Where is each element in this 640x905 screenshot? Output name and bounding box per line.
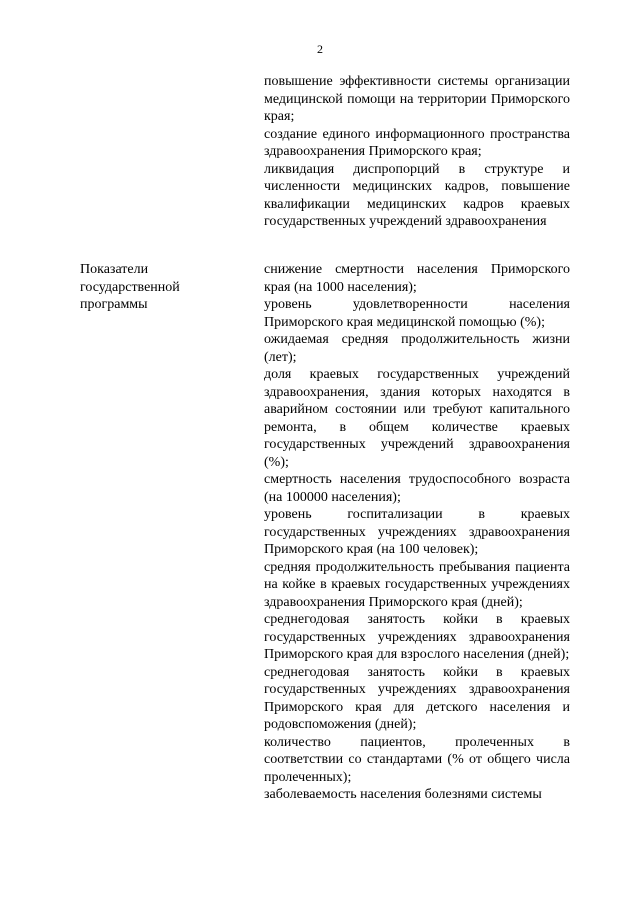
indicators-label-line: государственной [80, 279, 180, 295]
indicator-item: смертность населения трудоспособного возраста (на 100000 населения); [264, 472, 570, 505]
goal-item: ликвидация диспропорций в структуре и численности медицинских кадров, повышение квалификации медицинских кадров краевых государственных учреждений здравоохранения [264, 161, 570, 229]
indicator-item: уровень удовлетворенности населения Приморского края медицинской помощью (%); [264, 297, 570, 330]
indicator-item: уровень госпитализации в краевых государственных учреждениях здравоохранения Приморского края (на 100 человек); [264, 507, 570, 557]
indicator-item: среднегодовая занятость койки в краевых государственных учреждениях здравоохранения Приморского края для детского населения и родовспоможения (дней); [264, 664, 570, 732]
indicators-label-line: программы [80, 297, 148, 312]
indicator-item: количество пациентов, пролеченных в соответствии со стандартами (% от общего числа пролеченных); [264, 734, 570, 785]
indicators-list [264, 261, 570, 804]
indicator-item: среднегодовая занятость койки в краевых государственных учреждениях здравоохранения Приморского края для взрослого населения (дней); [264, 612, 570, 662]
indicator-item: доля краевых государственных учреждений здравоохранения, здания которых находятся в аварийном состоянии или требуют капитального ремонта, в общем количестве краевых государственных учреждений здравоохранения (%); [264, 367, 570, 470]
page-number: 2 [317, 42, 323, 56]
indicators-label-line: Показатели [80, 262, 149, 277]
indicator-item: заболеваемость населения болезнями системы [264, 787, 542, 802]
goal-item: повышение эффективности системы организации медицинской помощи на территории Приморского края; [264, 74, 570, 124]
goal-item: создание единого информационного пространства здравоохранения Приморского края; [264, 126, 570, 159]
indicator-item: снижение смертности населения Приморского края (на 1000 населения); [264, 262, 570, 295]
indicator-item: средняя продолжительность пребывания пациента на койке в краевых государственных учреждениях здравоохранения Приморского края (дней); [264, 559, 570, 610]
indicator-item: ожидаемая средняя продолжительность жизни (лет); [264, 332, 570, 365]
indicators-label [80, 261, 230, 314]
goals-continuation [264, 73, 570, 231]
